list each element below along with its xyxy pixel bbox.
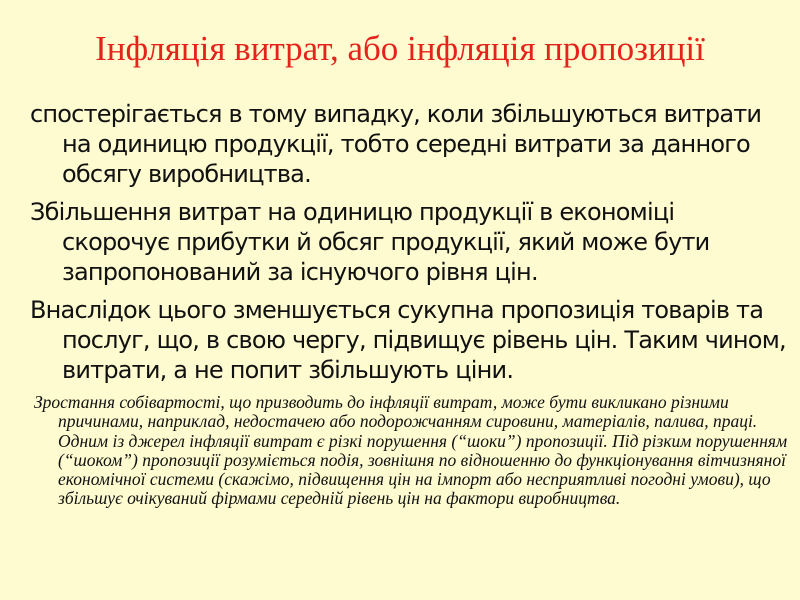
explanatory-note: Зростання собівартості, що призводить до інфляції витрат, може бути викликано різними причинами, наприклад, недостачею або подорожчанням сировини, матеріалів, палива, праці. Одним із джерел інфляції витрат є різкі порушення (“шоки”) пропозиції. Під різким порушенням (“шоком”) пропозиції розуміється подія, зовнішня по відношенню до функціонування вітчизняної економічної системи (скажімо, підвищення цін на імпорт або несприятливі погодні умови), що збільшує очікуваний фірмами середній рівень цін на фактори виробництва. bbox=[34, 392, 788, 509]
slide-body bbox=[30, 99, 786, 509]
paragraph-cost-increase: Збільшення витрат на одиницю продукції в економіці скорочує прибутки й обсяг продукції, який може бути запропонований за існуючого рівня цін. bbox=[30, 198, 710, 286]
slide-title: Інфляція витрат, або інфляція пропозиції bbox=[95, 29, 705, 68]
paragraph-definition: спостерігається в тому випадку, коли збільшуються витрати на одиницю продукції, тобто середні витрати за данного обсягу виробництва. bbox=[30, 100, 762, 188]
paragraph-consequence: Внаслідок цього зменшується сукупна пропозиція товарів та послуг, що, в свою чергу, підвищує рівень цін. Таким чином, витрати, а не попит збільшують ціни. bbox=[30, 296, 786, 384]
